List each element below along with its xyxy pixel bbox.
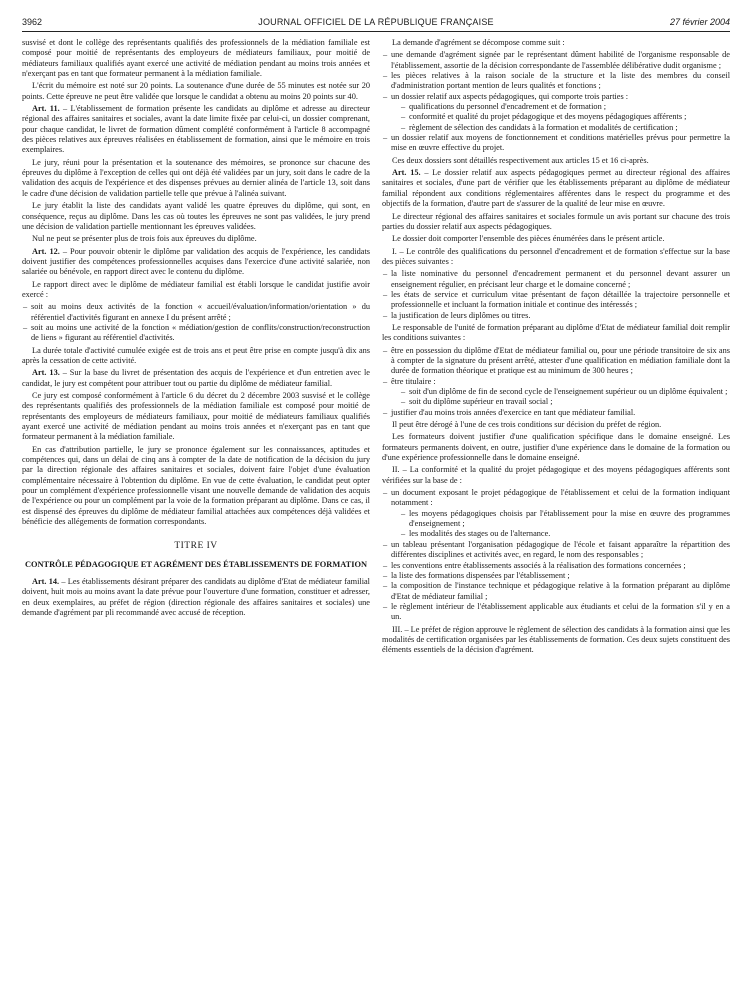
paragraph: En cas d'attribution partielle, le jury se prononce également sur les connaissances, aptitudes et compétences qui, dans un délai de cinq ans à compter de la date de notification de la décision du jury par la direction régionale des affaires sanitaires et sociales, doivent faire l'objet d'une évaluation complémentaire nécessaire à l'obtention du diplôme. En vue de cette évaluation, le candidat peut opter pour un complément d'expérience professionnelle visant une nouvelle demande de validation des acquis de l'expérience ou pour un complément par la voie de la formation préparant au diplôme. Dans ce cas, il est dispensé des épreuves du diplôme de médiateur familial attachées aux compétences déjà validées et bénéficie des allégements de formation correspondants. [22,444,370,527]
page-number: 3962 [22,17,43,27]
paragraph: Nul ne peut se présenter plus de trois fois aux épreuves du diplôme. [32,234,257,244]
article-text: – Le dossier relatif aux aspects pédagogiques permet au directeur régional des affaires sanitaires et sociales, d'une part de vérifier que les établissements préparant au diplôme de médiateur familial répondent aux conditions réglementaires afférentes dans le respect du programme et des objectifs de la formation, d'autre part de s'assurer de la qualité de leur mise en œuvre. [382,168,730,209]
article-15 [382,168,730,209]
paragraph: Le jury établit la liste des candidats ayant validé les quatre épreuves du diplôme, qui sont, en conséquence, reçus au diplôme. Dans les cas où toutes les épreuves ne sont pas validées, le jury prend une décision de validation partielle mentionnant les épreuves validées. [22,201,370,231]
article-text: – Les établissements désirant préparer des candidats au diplôme d'Etat de médiateur familial doivent, huit mois au moins avant la date prévue pour l'ouverture d'une formation, constituer et adresser, en deux exemplaires, au préfet de région (direction régionale des affaires sanitaires et sociales) une demande d'agrément par pli recommandé avec accusé de réception. [22,576,370,617]
left-column [22,38,370,983]
list-item: – soit au moins une activité de la fonction « médiation/gestion de conflits/construction/reconstruction de liens » figurant au référentiel d'activités. [22,323,370,344]
list-item [382,488,730,540]
list-item-text: un document exposant le projet pédagogique de l'établissement et celui de la formation indiquant notamment : [391,488,730,508]
list-item: – un tableau présentant l'organisation pédagogique de l'école et faisant apparaître la répartition des différentes disciplines et activités avec, en regard, le nom des responsables ; [382,540,730,561]
sub-list-item: – règlement de sélection des candidats à la formation et modalités de certification ; [400,123,730,133]
list-item-text: être titulaire : [391,376,436,386]
list-item: – les conventions entre établissements associés à la réalisation des formations concernées ; [382,561,730,571]
list-item [382,92,730,133]
article-14 [22,577,370,618]
list-item: – justifier d'au moins trois années d'exercice en tant que médiateur familial. [382,408,730,418]
paragraph: Le rapport direct avec le diplôme de médiateur familial est établi lorsque le candidat justifie avoir exercé : [22,279,370,299]
list-item: – être en possession du diplôme d'Etat de médiateur familial ou, pour une période transitoire de six ans à compter de la signature du présent arrêté, attester d'une qualification en médiation familiale dont la durée de formation théorique et pratique est au minimum de 300 heures ; [382,346,730,377]
paragraph: La demande d'agrément se décompose comme suit : [392,38,565,47]
article-text: – L'établissement de formation présente les candidats au diplôme et adresse au directeur régional des affaires sanitaires et sociales, avant la date limite fixée par celui-ci, un dossier comprenant, pour chaque candidat, le livret de formation dûment complété conformément à l'article 8 accompagné des pièces relatives aux épreuves réalisées en établissement de formation, ainsi que le mémoire en trois exemplaires. [22,104,370,155]
chapter-heading: CONTRÔLE PÉDAGOGIQUE ET AGRÉMENT DES ÉTABLISSEMENTS DE FORMATION [24,559,368,569]
sub-list-item: – soit d'un diplôme de fin de second cycle de l'enseignement supérieur ou un diplôme équivalent ; [400,387,730,397]
request-list [382,50,730,153]
list-item: – une demande d'agrément signée par le représentant dûment habilité de l'organisme responsable de l'établissement, assortie de la décision correspondante de l'assemblée délibérative dudit organisme ; [382,50,730,71]
paragraph: III. – Le préfet de région approuve le règlement de sélection des candidats à la formation ainsi que les modalités de certification organisées par les établissements de formation. Ces deux sujets constituent des éléments essentiels de la décision d'agrément. [382,624,730,655]
list-item: – la composition de l'instance technique et pédagogique relative à la formation préparant au diplôme d'Etat de médiateur familial ; [382,581,730,602]
sub-list [400,509,730,540]
sub-list-item: – les moyens pédagogiques choisis par l'établissement pour la mise en œuvre des programmes d'enseignement ; [400,509,730,530]
article-text: – Sur la base du livret de présentation des acquis de l'expérience et d'un entretien avec le candidat, le jury est compétent pour attribuer tout ou partie du diplôme de médiateur familial. [22,368,370,388]
paragraph: La durée totale d'activité cumulée exigée est de trois ans et peut être prise en compte jusqu'à dix ans après la cessation de cette activité. [22,345,370,365]
title-heading: TITRE IV [174,541,218,552]
paragraph: Les formateurs doivent justifier d'une qualification spécifique dans le domaine enseigné. Les formateurs permanents doivent, en outre, justifier d'une expérience dans le domaine de la formation ou d'une expérience professionnelle dans le domaine enseigné. [382,432,730,463]
activity-list [22,302,370,343]
paragraph: Le dossier doit comporter l'ensemble des pièces énumérées dans le présent article. [392,234,665,244]
article-13 [22,368,370,389]
sub-list-item: – soit du diplôme supérieur en travail social ; [400,397,730,407]
issue-date: 27 février 2004 [669,17,730,27]
list-item: – un dossier relatif aux moyens de fonctionnement et conditions matérielles prévus pour permettre la mise en œuvre effective du projet. [382,133,730,154]
list-item: – la justification de leurs diplômes ou titres. [382,311,730,321]
header-rule [22,31,730,32]
list-item-text: un dossier relatif aux aspects pédagogiques, qui comporte trois parties : [391,91,629,101]
article-label: Art. 11. [32,104,60,114]
list-item: – la liste des formations dispensées par l'établissement ; [382,571,730,581]
article-label: Art. 15. [392,168,421,178]
article-11 [22,104,370,156]
list-item: – les pièces relatives à la raison sociale de la structure et la liste des membres du conseil d'administration portant mention de leurs qualités et fonctions ; [382,71,730,92]
sub-list-item: – conformité et qualité du projet pédagogique et des moyens pédagogiques afférents ; [400,112,730,122]
sub-list-item: – les modalités des stages ou de l'alternance. [400,529,730,539]
article-text: – Pour pouvoir obtenir le diplôme par validation des acquis de l'expérience, les candidats doivent justifier des compétences professionnelles acquises dans l'exercice d'une activité salariée, non salariée ou bénévole, en rapport direct avec le contenu du diplôme. [22,246,370,277]
article-12 [22,247,370,278]
right-column [382,38,730,983]
paragraph: Il peut être dérogé à l'une de ces trois conditions sur décision du préfet de région. [392,420,662,430]
article-label: Art. 14. [32,576,60,586]
page-header [22,17,730,31]
list-item: – soit au moins deux activités de la fonction « accueil/évaluation/information/orientation » du référentiel d'activités figurant en annexe I du présent arrêté ; [22,302,370,323]
article-label: Art. 13. [32,368,60,378]
paragraph: Le responsable de l'unité de formation préparant au diplôme d'Etat de médiateur familial doit remplir les conditions suivantes : [382,322,730,343]
paragraph: Le jury, réuni pour la présentation et la soutenance des mémoires, se prononce sur chacune des épreuves du diplôme à l'exception de celles qui ont déjà été validées par un jury, soit dans le cadre de la validation des acquis de l'expérience et des dispenses prévues au dernier alinéa de l'article 13, soit dans le cadre d'une décision de validation partielle telle que prévue à l'alinéa suivant. [22,157,370,198]
paragraph: Ce jury est composé conformément à l'article 6 du décret du 2 décembre 2003 susvisé et le collège des représentants qualifiés des professionnels de la médiation familiale est composé pour moitié de représentants des employeurs de médiateurs familiaux, pour moitié de médiateurs familiaux qualifiés ayant exercé une activité de médiation pendant au moins trois années et n'exerçant pas en tant que formateur permanent à la médiation familiale. [22,391,370,442]
sub-list-item: – qualifications du personnel d'encadrement et de formation ; [400,102,730,112]
paragraph: Ces deux dossiers sont détaillés respectivement aux articles 15 et 16 ci-après. [392,155,649,165]
conditions-list [382,346,730,418]
list-item: – la liste nominative du personnel d'encadrement permanent et du personnel devant assurer un enseignement régulier, en précisant leur charge et le domaine concerné ; [382,269,730,290]
paragraph: Le directeur régional des affaires sanitaires et sociales formule un avis portant sur chacune des trois parties du dossier relatif aux aspects pédagogiques. [382,211,730,231]
list-item [382,377,730,408]
paragraph: L'écrit du mémoire est noté sur 20 points. La soutenance d'une durée de 55 minutes est notée sur 20 points. Cette épreuve ne peut être validée que lorsque le candidat a obtenu au moins 20 points sur 40. [22,81,370,101]
article-label: Art. 12. [32,246,60,256]
sub-list [400,387,730,408]
list-item: – le règlement intérieur de l'établissement applicable aux étudiants et celui de la formation s'il y en a un. [382,602,730,623]
staff-documents-list [382,269,730,321]
journal-title: JOURNAL OFFICIEL DE LA RÉPUBLIQUE FRANÇAISE [258,17,494,27]
paragraph: susvisé et dont le collège des représentants qualifiés des professionnels de la médiation familiale est composé pour moitié de représentants des employeurs de médiateurs familiaux, pour moitié de médiateurs familiaux qualifiés ayant exercé une activité de médiation pendant au moins trois années et n'exerçant pas en tant que formateur permanent à la médiation familiale. [22,38,370,79]
sub-list [400,102,730,133]
paragraph: II. – La conformité et la qualité du projet pédagogique et des moyens pédagogiques afférents sont vérifiées sur la base de : [382,465,730,485]
project-list [382,488,730,622]
paragraph: I. – Le contrôle des qualifications du personnel d'encadrement et de formation s'effectue sur la base des pièces suivantes : [382,246,730,266]
list-item: – les états de service et curriculum vitae présentant de façon détaillée la trajectoire personnelle et professionnelle et incluant la formation initiale et continue des intéressés ; [382,290,730,311]
